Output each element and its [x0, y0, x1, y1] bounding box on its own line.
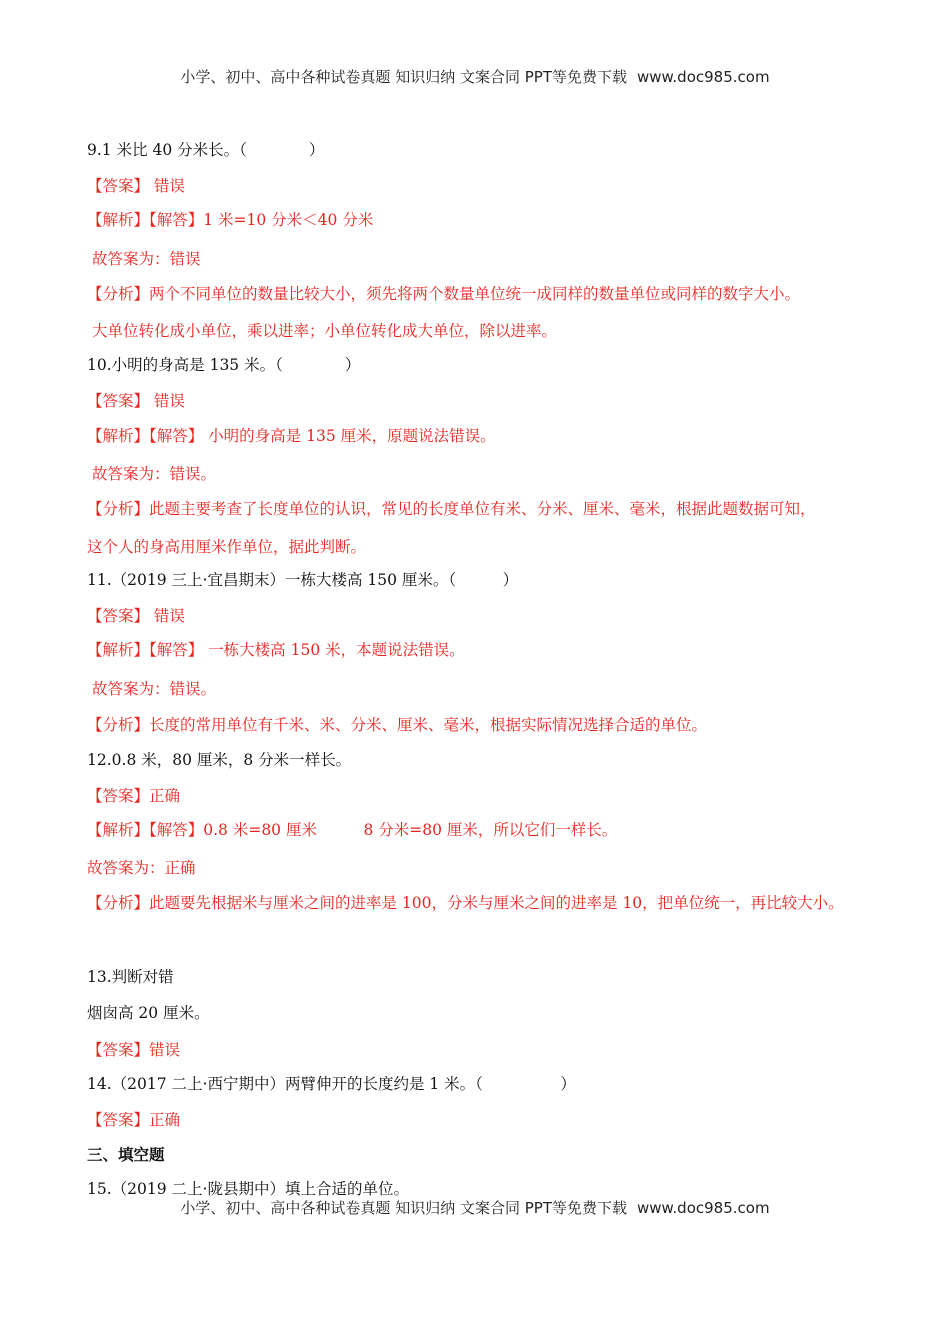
conclusion-10: 故答案为：错误。 [92, 465, 217, 483]
answer-10: 【答案】 错误 [87, 392, 185, 410]
question-14: 14.（2017 二上·西宁期中）两臂伸开的长度约是 1 米。（ ） [87, 1075, 576, 1093]
conclusion-11: 故答案为：错误。 [92, 680, 217, 698]
explanation-10-cont: 这个人的身高用厘米作单位，据此判断。 [87, 538, 367, 556]
explanation-9-cont: 大单位转化成小单位，乘以进率；小单位转化成大单位，除以进率。 [92, 322, 558, 340]
explanation-10: 【分析】此题主要考查了长度单位的认识，常见的长度单位有米、分米、厘米、毫米，根据此题数据可知， [87, 500, 816, 518]
section-heading-fill-blank: 三、填空题 [87, 1146, 165, 1164]
question-11: 11.（2019 三上·宜昌期末）一栋大楼高 150 厘米。（ ） [87, 571, 519, 589]
footer-text: 小学、初中、高中各种试卷真题 知识归纳 文案合同 PPT等免费下载 [180, 1199, 627, 1217]
header-url[interactable]: www.doc985.com [636, 68, 770, 86]
explanation-12: 【分析】此题要先根据米与厘米之间的进率是 100，分米与厘米之间的进率是 10，把单位统一，再比较大小。 [87, 894, 844, 912]
conclusion-9: 故答案为：错误 [92, 250, 201, 268]
answer-11: 【答案】 错误 [87, 607, 185, 625]
question-13-statement: 烟囱高 20 厘米。 [87, 1004, 210, 1022]
question-10: 10.小明的身高是 135 米。（ ） [87, 356, 361, 374]
footer-url[interactable]: www.doc985.com [636, 1199, 770, 1217]
question-13: 13.判断对错 [87, 968, 174, 986]
analysis-10: 【解析】【解答】 小明的身高是 135 厘米，原题说法错误。 [87, 427, 496, 445]
analysis-9: 【解析】【解答】1 米=10 分米＜40 分米 [87, 211, 374, 229]
page-header [0, 66, 950, 87]
analysis-11: 【解析】【解答】 一栋大楼高 150 米，本题说法错误。 [87, 641, 465, 659]
question-12: 12.0.8 米，80 厘米，8 分米一样长。 [87, 751, 352, 769]
conclusion-12: 故答案为：正确 [87, 859, 196, 877]
explanation-9: 【分析】两个不同单位的数量比较大小，须先将两个数量单位统一成同样的数量单位或同样的数字大小。 [87, 285, 801, 303]
page-footer [0, 1197, 950, 1218]
header-text: 小学、初中、高中各种试卷真题 知识归纳 文案合同 PPT等免费下载 [180, 68, 627, 86]
question-9: 9.1 米比 40 分米长。（ ） [87, 141, 325, 159]
answer-12: 【答案】正确 [87, 787, 181, 805]
explanation-11: 【分析】长度的常用单位有千米、米、分米、厘米、毫米，根据实际情况选择合适的单位。 [87, 716, 708, 734]
answer-14: 【答案】正确 [87, 1111, 181, 1129]
analysis-12: 【解析】【解答】0.8 米=80 厘米 8 分米=80 厘米，所以它们一样长。 [87, 821, 618, 839]
question-15: 15.（2019 二上·陇县期中）填上合适的单位。 [87, 1180, 409, 1198]
answer-9: 【答案】 错误 [87, 177, 185, 195]
answer-13: 【答案】错误 [87, 1041, 181, 1059]
